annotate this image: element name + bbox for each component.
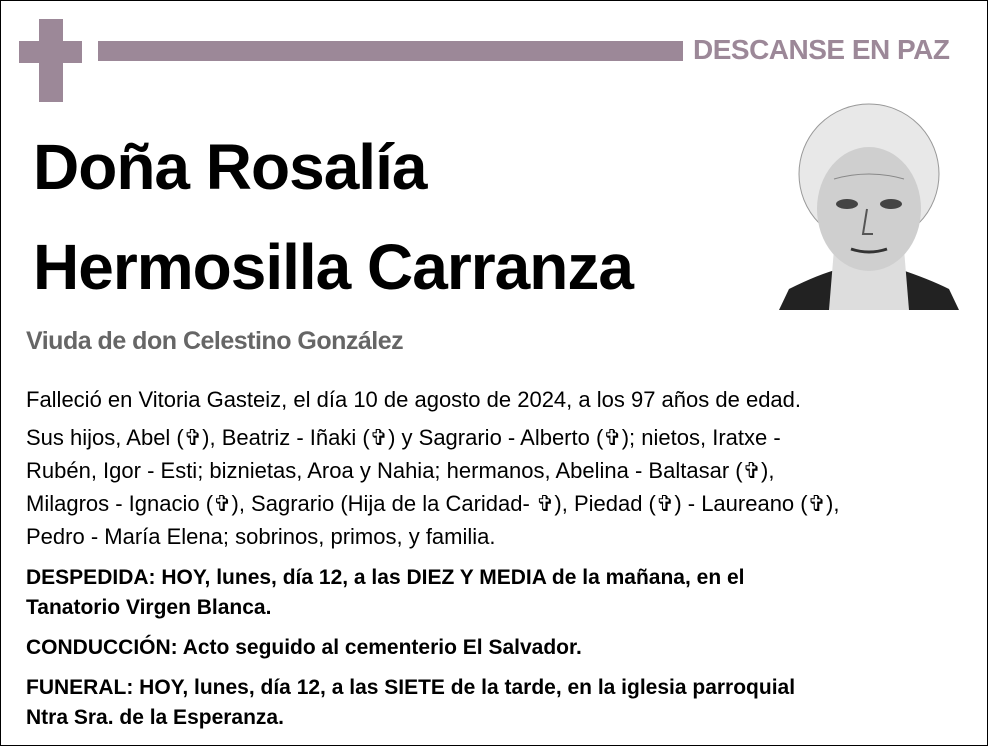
header-bar: [98, 41, 683, 61]
deceased-name-line1: Doña Rosalía: [33, 131, 427, 203]
death-statement: Falleció en Vitoria Gasteiz, el día 10 de agosto de 2024, a los 97 años de edad.: [26, 387, 802, 412]
funeral-line: Ntra Sra. de la Esperanza.: [26, 706, 284, 729]
subtitle: Viuda de don Celestino González: [26, 327, 404, 355]
family-line: Pedro - María Elena; sobrinos, primos, y familia.: [26, 524, 496, 549]
funeral-section: [26, 673, 795, 733]
funeral-line: FUNERAL: HOY, lunes, día 12, a las SIETE de la tarde, en la iglesia parroquial: [26, 676, 796, 699]
deceased-name-line2: Hermosilla Carranza: [33, 231, 633, 303]
despedida-line: DESPEDIDA: HOY, lunes, día 12, a las DIEZ Y MEDIA de la mañana, en el: [26, 566, 745, 589]
conduccion-section: [26, 633, 582, 663]
cross-icon-arm: [19, 41, 82, 63]
despedida-section: [26, 563, 745, 623]
despedida-line: Tanatorio Virgen Blanca.: [26, 596, 272, 619]
family-line: Milagros - Ignacio (✞), Sagrario (Hija de la Caridad- ✞), Piedad (✞) - Laureano (✞),: [26, 491, 840, 516]
family-line: Sus hijos, Abel (✞), Beatriz - Iñaki (✞) y Sagrario - Alberto (✞); nietos, Iratxe -: [26, 425, 781, 450]
conduccion-line: CONDUCCIÓN: Acto seguido al cementerio El Salvador.: [26, 636, 582, 659]
family-line: Rubén, Igor - Esti; biznietas, Aroa y Nahia; hermanos, Abelina - Baltasar (✞),: [26, 458, 775, 483]
deceased-photo: [779, 99, 959, 310]
header-label: DESCANSE EN PAZ: [693, 34, 950, 65]
obituary-body: [26, 383, 839, 553]
